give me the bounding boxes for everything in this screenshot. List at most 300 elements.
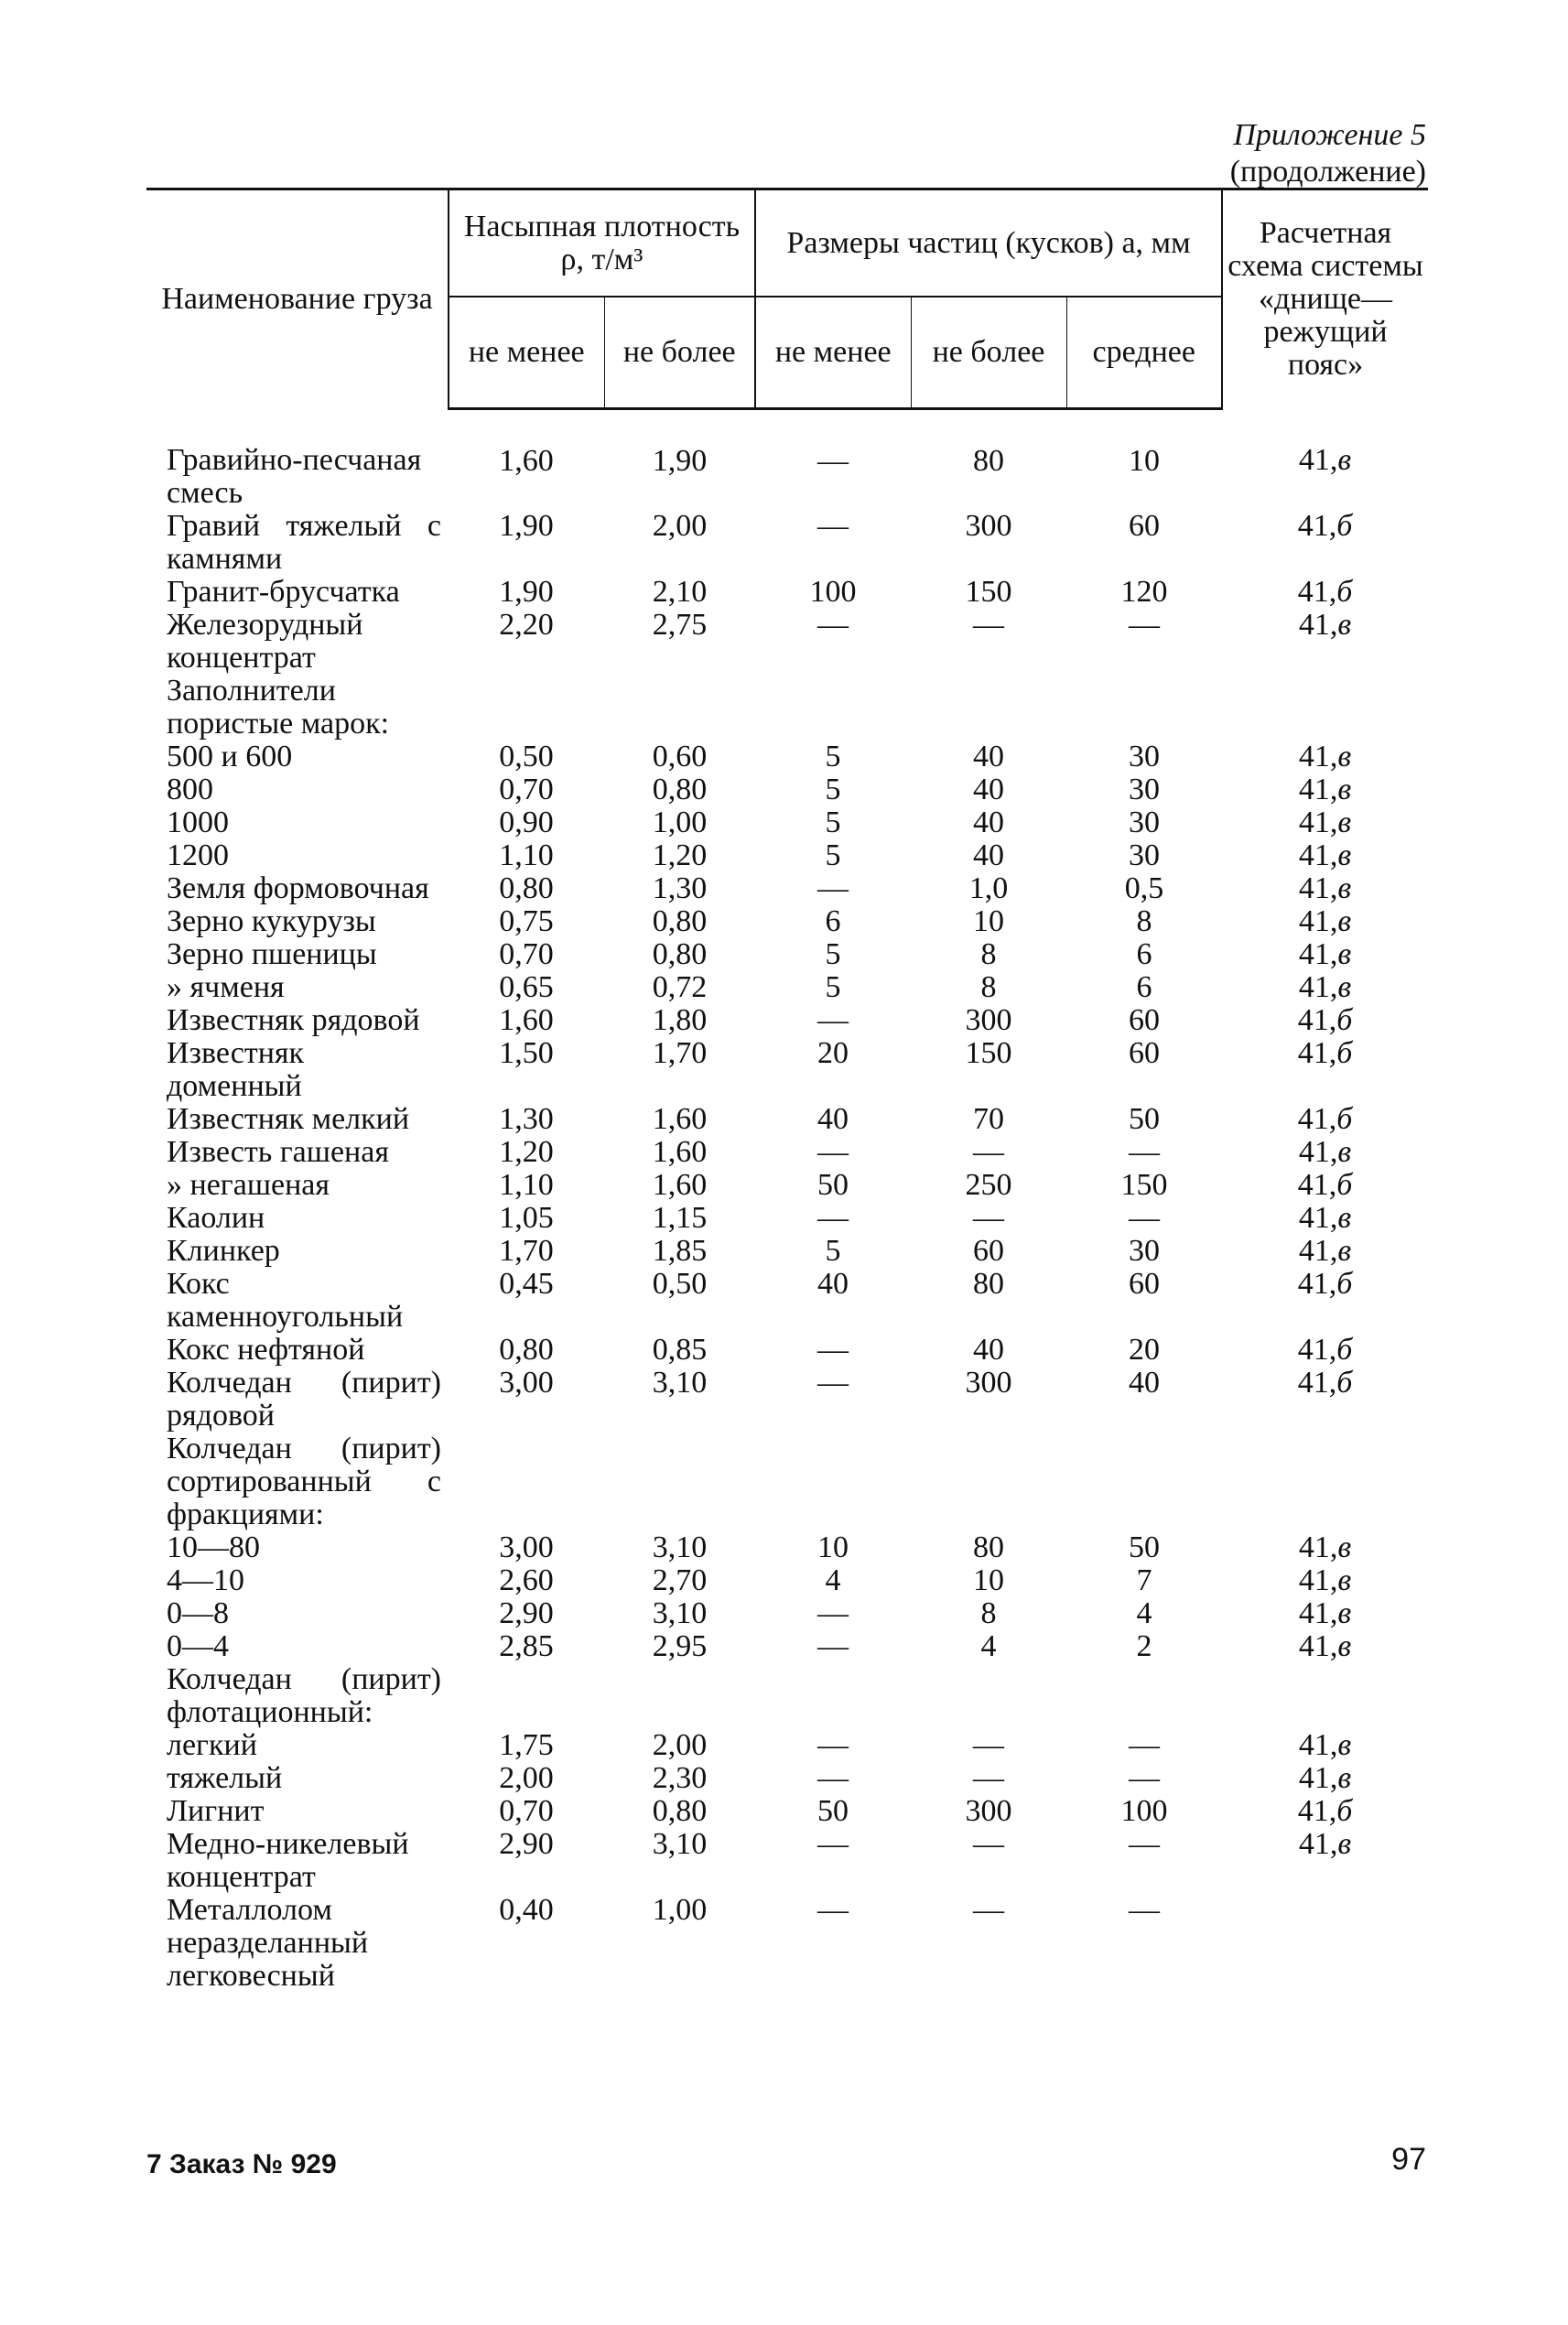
scheme-number: 41, — [1297, 1266, 1337, 1301]
scheme-number: 41, — [1298, 805, 1338, 839]
col-header-sizes: Размеры частиц (кусков) a, мм — [755, 189, 1222, 297]
size-avg: 0,5 — [1124, 871, 1164, 905]
cargo-name: Известняк мелкий — [167, 1101, 410, 1136]
size-min: 20 — [817, 1035, 849, 1070]
scheme-cell — [1222, 773, 1428, 806]
table-row — [146, 1334, 1428, 1367]
size-max — [911, 1663, 1066, 1729]
size-avg: 30 — [1129, 805, 1160, 839]
size-avg: 30 — [1129, 1233, 1160, 1268]
cargo-table — [146, 188, 1428, 1993]
cargo-name: Известняк рядовой — [167, 1002, 420, 1037]
cargo-name: Колчедан (пирит) рядовой — [167, 1365, 441, 1433]
density-max: 2,30 — [652, 1760, 708, 1795]
density-min — [449, 1663, 604, 1729]
scheme-number: 41, — [1298, 1563, 1338, 1597]
size-max: 10 — [973, 1563, 1004, 1597]
density-max: 0,80 — [652, 1793, 708, 1828]
size-min: 50 — [817, 1793, 849, 1828]
scheme-letter: в — [1337, 805, 1352, 839]
scheme-letter: в — [1337, 607, 1352, 642]
scheme-letter: в — [1337, 1628, 1352, 1663]
size-avg — [1066, 675, 1222, 741]
size-max: — — [973, 1200, 1004, 1235]
size-avg: 30 — [1129, 739, 1160, 773]
appendix-continuation: (продолжение) — [1229, 155, 1426, 189]
size-avg: 60 — [1129, 1266, 1160, 1301]
size-max — [911, 1433, 1066, 1531]
size-min: — — [817, 1595, 849, 1630]
size-min: — — [817, 1826, 849, 1861]
size-avg: 100 — [1120, 1793, 1168, 1828]
table-row — [146, 1136, 1428, 1169]
size-min: 5 — [825, 936, 841, 971]
density-max: 3,10 — [652, 1826, 708, 1861]
table-row — [146, 576, 1428, 609]
density-min: 1,50 — [499, 1035, 554, 1070]
density-max: 1,90 — [652, 444, 708, 478]
size-avg: 30 — [1129, 838, 1160, 872]
density-max: 1,00 — [652, 1892, 708, 1927]
size-avg: 60 — [1129, 1035, 1160, 1070]
col-header-size-min: не менее — [755, 297, 911, 409]
scheme-number: 41, — [1298, 838, 1338, 872]
scheme-letter: б — [1336, 1035, 1353, 1070]
scheme-cell — [1222, 1433, 1428, 1531]
density-max: 2,95 — [652, 1628, 708, 1663]
size-avg: 10 — [1129, 444, 1160, 478]
scheme-number: 41, — [1297, 1167, 1337, 1202]
table-row — [146, 1103, 1428, 1136]
scheme-number: 41, — [1298, 903, 1338, 938]
scheme-cell — [1222, 1894, 1428, 1993]
scheme-cell — [1222, 1630, 1428, 1663]
table-header — [146, 189, 1428, 409]
scheme-letter: в — [1337, 1826, 1352, 1861]
density-min: 3,00 — [499, 1365, 554, 1400]
scheme-cell — [1222, 675, 1428, 741]
scheme-number: 41, — [1298, 871, 1338, 905]
size-max: 40 — [973, 772, 1004, 806]
table-row — [146, 839, 1428, 872]
density-max: 1,85 — [652, 1233, 708, 1268]
size-avg: 4 — [1136, 1595, 1152, 1630]
density-min: 0,80 — [499, 1332, 554, 1367]
cargo-name: 500 и 600 — [167, 739, 293, 773]
size-min: — — [817, 1892, 849, 1927]
scheme-number: 41, — [1297, 1365, 1337, 1400]
scheme-cell — [1222, 1004, 1428, 1037]
table-row — [146, 1531, 1428, 1564]
size-avg: 50 — [1129, 1101, 1160, 1136]
density-min: 1,60 — [499, 1002, 554, 1037]
size-max: 300 — [965, 1002, 1012, 1037]
density-max: 1,60 — [652, 1134, 708, 1169]
table-row — [146, 1433, 1428, 1531]
scheme-letter: в — [1337, 1595, 1352, 1630]
scheme-cell — [1222, 1367, 1428, 1433]
scheme-letter: б — [1336, 1266, 1353, 1301]
scheme-number: 41, — [1298, 1134, 1338, 1169]
scheme-number: 41, — [1297, 508, 1337, 543]
density-min: 0,70 — [499, 772, 554, 806]
scheme-letter: в — [1337, 1760, 1352, 1795]
size-max: — — [973, 1826, 1004, 1861]
table-row — [146, 1235, 1428, 1268]
scheme-cell — [1222, 409, 1428, 510]
density-max: 1,30 — [652, 871, 708, 905]
scheme-number: 41, — [1298, 1233, 1338, 1268]
density-min: 1,90 — [499, 508, 554, 543]
size-max: 40 — [973, 1332, 1004, 1367]
cargo-name: 800 — [167, 772, 213, 806]
density-max: 2,00 — [652, 1727, 708, 1762]
table-row — [146, 1828, 1428, 1894]
density-max: 1,15 — [652, 1200, 708, 1235]
cargo-name: Лигнит — [167, 1793, 265, 1828]
density-max: 0,80 — [652, 936, 708, 971]
size-min: — — [817, 1332, 849, 1367]
density-min — [449, 1433, 604, 1531]
table-row — [146, 1004, 1428, 1037]
size-max: 80 — [973, 1266, 1004, 1301]
scheme-cell — [1222, 1136, 1428, 1169]
size-avg: — — [1129, 1134, 1160, 1169]
density-max: 0,50 — [652, 1266, 708, 1301]
size-max: 8 — [980, 936, 997, 971]
density-max: 1,60 — [652, 1101, 708, 1136]
size-max: 8 — [980, 969, 997, 1004]
density-max: 1,80 — [652, 1002, 708, 1037]
density-min: 3,00 — [499, 1530, 554, 1564]
size-avg: 60 — [1129, 508, 1160, 543]
size-min — [755, 675, 911, 741]
size-max: 300 — [965, 1365, 1012, 1400]
density-max: 2,75 — [652, 607, 708, 642]
size-avg: 20 — [1129, 1332, 1160, 1367]
scheme-letter: в — [1337, 936, 1352, 971]
size-max: 10 — [973, 903, 1004, 938]
density-max: 0,72 — [652, 969, 708, 1004]
col-header-density-max: не более — [604, 297, 755, 409]
cargo-name: Каолин — [167, 1200, 265, 1235]
scheme-letter: в — [1337, 969, 1352, 1004]
table-row — [146, 1663, 1428, 1729]
cargo-name: Металлолом неразделанный легковесный — [167, 1892, 369, 1993]
density-min: 1,60 — [499, 444, 554, 478]
size-avg: 2 — [1136, 1628, 1152, 1663]
density-max: 3,10 — [652, 1595, 708, 1630]
density-min: 2,20 — [499, 607, 554, 642]
table-row — [146, 1037, 1428, 1103]
size-min: — — [817, 1200, 849, 1235]
size-avg: 120 — [1120, 574, 1168, 609]
scheme-letter: б — [1336, 574, 1353, 609]
table-row — [146, 938, 1428, 971]
table-row — [146, 1169, 1428, 1202]
size-avg: — — [1129, 1200, 1160, 1235]
size-max: — — [973, 1134, 1004, 1169]
size-max: 1,0 — [968, 871, 1009, 905]
size-min: 10 — [817, 1530, 849, 1564]
scheme-letter: в — [1337, 1563, 1352, 1597]
density-min: 0,80 — [499, 871, 554, 905]
density-min: 1,90 — [499, 574, 554, 609]
scheme-cell — [1222, 1564, 1428, 1597]
appendix-title: Приложение 5 — [1233, 118, 1426, 152]
scheme-number: 41, — [1298, 1727, 1338, 1762]
size-min: — — [817, 1760, 849, 1795]
table-row — [146, 1202, 1428, 1235]
table-row — [146, 971, 1428, 1004]
col-header-density: Насыпная плотность ρ, т/м³ — [449, 189, 755, 297]
page-number: 97 — [1391, 2142, 1426, 2177]
size-min: — — [817, 508, 849, 543]
table-row — [146, 806, 1428, 839]
col-header-size-max: не более — [911, 297, 1066, 409]
size-avg: 8 — [1136, 903, 1152, 938]
scheme-letter: б — [1336, 1332, 1353, 1367]
size-max: 80 — [973, 1530, 1004, 1564]
cargo-name: Гравийно-песчаная смесь — [167, 442, 422, 510]
size-max: — — [973, 1727, 1004, 1762]
density-max: 3,10 — [652, 1365, 708, 1400]
size-avg: 6 — [1136, 969, 1152, 1004]
size-avg — [1066, 1433, 1222, 1531]
cargo-name: Земля формовочная — [167, 871, 429, 905]
density-max: 2,70 — [652, 1563, 708, 1597]
table-row — [146, 1894, 1428, 1993]
size-avg: 6 — [1136, 936, 1152, 971]
size-avg: 50 — [1129, 1530, 1160, 1564]
scheme-cell — [1222, 1531, 1428, 1564]
table-row — [146, 1268, 1428, 1334]
density-min: 0,70 — [499, 936, 554, 971]
table-row — [146, 1762, 1428, 1795]
size-avg — [1066, 1663, 1222, 1729]
size-max: 150 — [965, 574, 1012, 609]
scheme-cell — [1222, 806, 1428, 839]
density-min: 0,75 — [499, 903, 554, 938]
density-max — [604, 1663, 755, 1729]
size-min: 40 — [817, 1101, 849, 1136]
scheme-cell — [1222, 1663, 1428, 1729]
density-min: 1,20 — [499, 1134, 554, 1169]
scheme-number: 41, — [1297, 1035, 1337, 1070]
table-row — [146, 1630, 1428, 1663]
density-min: 2,00 — [499, 1760, 554, 1795]
density-min: 1,10 — [499, 1167, 554, 1202]
size-max: — — [973, 1760, 1004, 1795]
scheme-cell — [1222, 1202, 1428, 1235]
size-max: 250 — [965, 1167, 1012, 1202]
cargo-name: » негашеная — [167, 1167, 330, 1202]
cargo-name: Заполнители пористые марок: — [167, 673, 390, 741]
cargo-name: 0—8 — [167, 1595, 229, 1630]
cargo-name: Железорудный концентрат — [167, 607, 363, 675]
scheme-number: 41, — [1298, 1530, 1338, 1564]
scheme-cell — [1222, 741, 1428, 773]
size-avg: — — [1129, 1892, 1160, 1927]
table-row — [146, 409, 1428, 510]
scheme-number: 41, — [1297, 1101, 1337, 1136]
cargo-name: Зерно пшеницы — [167, 936, 377, 971]
scheme-letter: б — [1336, 508, 1353, 543]
size-max: 300 — [965, 508, 1012, 543]
cargo-name: 0—4 — [167, 1628, 229, 1663]
size-min: 5 — [825, 1233, 841, 1268]
scheme-letter: б — [1336, 1365, 1353, 1400]
scheme-cell — [1222, 905, 1428, 938]
scheme-letter: б — [1336, 1002, 1353, 1037]
size-min: — — [817, 1628, 849, 1663]
density-max: 0,80 — [652, 772, 708, 806]
cargo-name: Клинкер — [167, 1233, 280, 1268]
scheme-cell — [1222, 839, 1428, 872]
size-min: — — [817, 1727, 849, 1762]
cargo-name: Гравий тяжелый с камнями — [167, 508, 441, 576]
density-min: 0,65 — [499, 969, 554, 1004]
scheme-number: 41, — [1298, 1760, 1338, 1795]
size-max: 40 — [973, 838, 1004, 872]
scheme-cell — [1222, 1169, 1428, 1202]
table-row — [146, 741, 1428, 773]
size-avg: — — [1129, 607, 1160, 642]
scheme-number: 41, — [1298, 1200, 1338, 1235]
cargo-name: Гранит-брусчатка — [167, 574, 400, 609]
size-min: — — [817, 871, 849, 905]
size-max: 150 — [965, 1035, 1012, 1070]
density-max: 2,10 — [652, 574, 708, 609]
table-row — [146, 872, 1428, 905]
scheme-letter: в — [1337, 838, 1352, 872]
density-max: 1,60 — [652, 1167, 708, 1202]
scheme-cell — [1222, 1235, 1428, 1268]
scheme-number: 41, — [1298, 1595, 1338, 1630]
col-header-name: Наименование груза — [146, 189, 449, 409]
scheme-letter: в — [1337, 871, 1352, 905]
size-min: 5 — [825, 838, 841, 872]
size-min: — — [817, 444, 849, 478]
size-min: 50 — [817, 1167, 849, 1202]
scheme-letter: б — [1336, 1101, 1353, 1136]
density-min: 2,60 — [499, 1563, 554, 1597]
density-min: 1,75 — [499, 1727, 554, 1762]
scheme-cell — [1222, 938, 1428, 971]
size-min: — — [817, 1365, 849, 1400]
size-max: — — [973, 607, 1004, 642]
cargo-name: 10—80 — [167, 1530, 260, 1564]
scheme-cell — [1222, 872, 1428, 905]
table-row — [146, 773, 1428, 806]
scheme-number: 41, — [1298, 607, 1338, 642]
scheme-cell — [1222, 1103, 1428, 1136]
cargo-name: тяжелый — [167, 1760, 283, 1795]
scheme-letter: в — [1337, 903, 1352, 938]
size-min: — — [817, 607, 849, 642]
table-row — [146, 1597, 1428, 1630]
size-max: 40 — [973, 805, 1004, 839]
cargo-name: » ячменя — [167, 969, 285, 1004]
table-row — [146, 609, 1428, 675]
table-row — [146, 1729, 1428, 1762]
density-min — [449, 675, 604, 741]
scheme-letter: в — [1337, 772, 1352, 806]
density-max: 0,80 — [652, 903, 708, 938]
size-min: — — [817, 1002, 849, 1037]
scheme-cell — [1222, 576, 1428, 609]
scheme-letter: б — [1336, 1167, 1353, 1202]
size-min — [755, 1663, 911, 1729]
scheme-cell — [1222, 1334, 1428, 1367]
table-body — [146, 409, 1428, 1993]
size-min: 40 — [817, 1266, 849, 1301]
col-header-density-min: не менее — [449, 297, 604, 409]
density-min: 0,90 — [499, 805, 554, 839]
size-min: 5 — [825, 969, 841, 1004]
size-avg: 40 — [1129, 1365, 1160, 1400]
size-max: 8 — [980, 1595, 997, 1630]
density-min: 1,05 — [499, 1200, 554, 1235]
scheme-number: 41, — [1298, 772, 1338, 806]
density-max — [604, 1433, 755, 1531]
cargo-name: 1000 — [167, 805, 229, 839]
size-max — [911, 675, 1066, 741]
size-max: 80 — [973, 444, 1004, 478]
scheme-cell — [1222, 1795, 1428, 1828]
cargo-name: Известь гашеная — [167, 1134, 389, 1169]
col-header-scheme: Расчетная схема системы «днище—режущий пояс» — [1222, 189, 1428, 409]
col-header-size-avg: среднее — [1066, 297, 1222, 409]
scheme-cell — [1222, 1762, 1428, 1795]
scheme-letter: в — [1337, 739, 1352, 773]
density-max: 1,00 — [652, 805, 708, 839]
scheme-number: 41, — [1298, 739, 1338, 773]
appendix-note — [1230, 117, 1426, 190]
size-max: 70 — [973, 1101, 1004, 1136]
density-min: 1,30 — [499, 1101, 554, 1136]
density-max — [604, 675, 755, 741]
size-avg: 150 — [1120, 1167, 1168, 1202]
size-max: 300 — [965, 1793, 1012, 1828]
size-min: 4 — [825, 1563, 841, 1597]
scheme-cell — [1222, 1828, 1428, 1894]
table-row — [146, 510, 1428, 576]
scheme-number: 41, — [1297, 1332, 1337, 1367]
density-min: 0,50 — [499, 739, 554, 773]
cargo-name: Зерно кукурузы — [167, 903, 376, 938]
size-max: — — [973, 1892, 1004, 1927]
table-row — [146, 1795, 1428, 1828]
scheme-number: 41, — [1298, 969, 1338, 1004]
scheme-cell — [1222, 1597, 1428, 1630]
scheme-cell — [1222, 1037, 1428, 1103]
cargo-name: Медно-никелевый концентрат — [167, 1826, 409, 1894]
cargo-name: Кокс каменноугольный — [167, 1266, 404, 1334]
density-min: 2,90 — [499, 1595, 554, 1630]
density-min: 0,45 — [499, 1266, 554, 1301]
scheme-number: 41, — [1297, 1002, 1337, 1037]
table-row — [146, 675, 1428, 741]
cargo-name: легкий — [167, 1727, 257, 1762]
density-max: 2,00 — [652, 508, 708, 543]
scheme-number: 41, — [1297, 574, 1337, 609]
density-min: 2,90 — [499, 1826, 554, 1861]
density-min: 2,85 — [499, 1628, 554, 1663]
scheme-letter: в — [1337, 442, 1352, 477]
density-max: 1,70 — [652, 1035, 708, 1070]
size-min: 5 — [825, 805, 841, 839]
